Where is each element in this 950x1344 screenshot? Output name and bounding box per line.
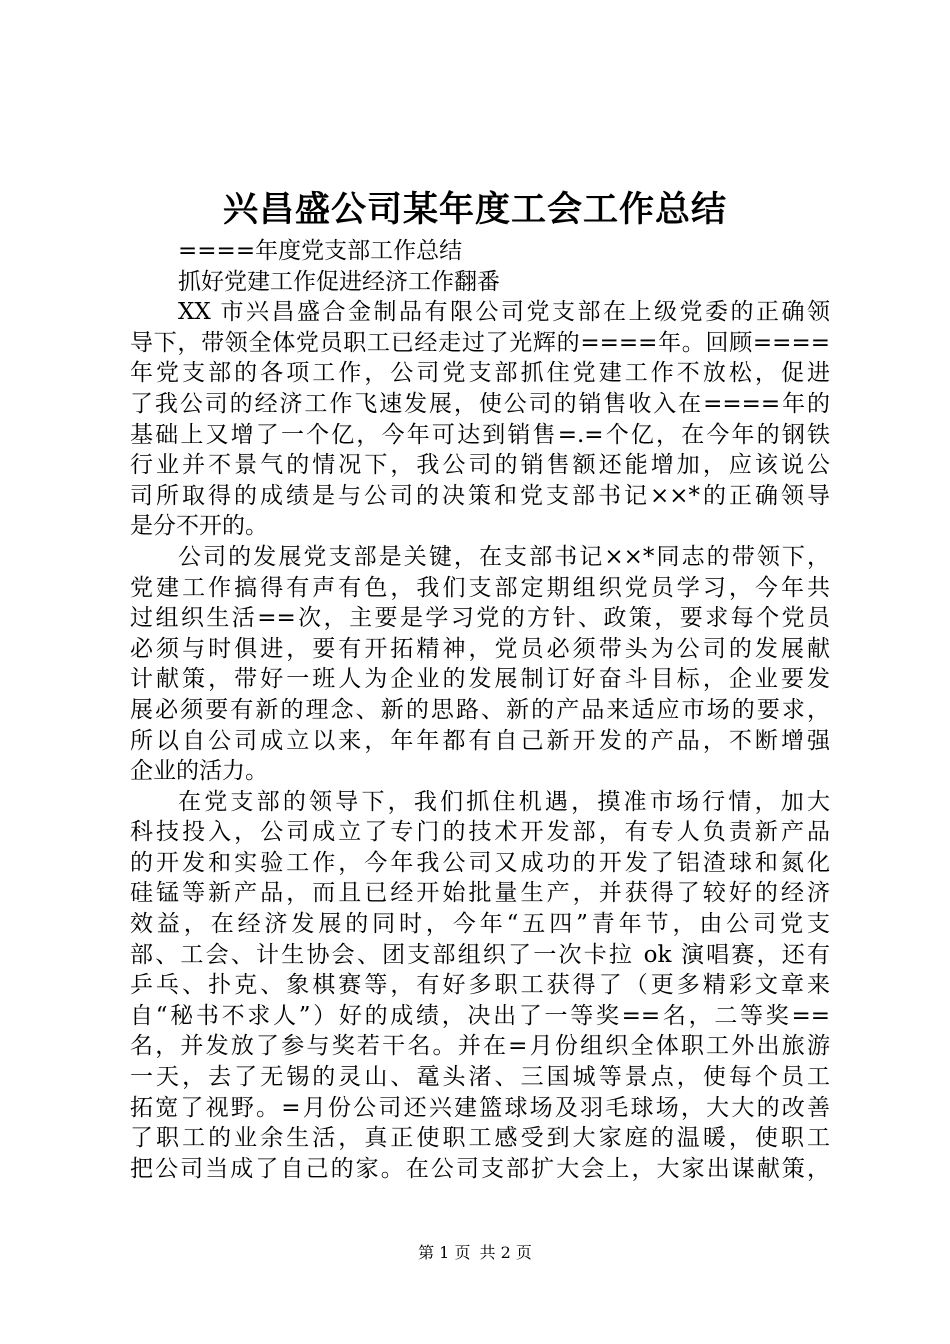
- text-line: 司所取得的成绩是与公司的决策和党支部书记××*的正确领导: [130, 482, 830, 509]
- text-line: 名，并发放了参与奖若干名。并在=月份组织全体职工外出旅游: [130, 1033, 830, 1060]
- text-line: 基础上又增了一个亿，今年可达到销售=.=个亿，在今年的钢铁: [130, 421, 830, 448]
- text-line: 行业并不景气的情况下，我公司的销售额还能增加，应该说公: [130, 452, 830, 479]
- page-total: 共 2 页: [479, 1243, 532, 1262]
- text-line: 自“秘书不求人”）好的成绩，决出了一等奖==名，二等奖==: [130, 1002, 830, 1029]
- text-line: 把公司当成了自己的家。在公司支部扩大会上，大家出谋献策，: [130, 1155, 830, 1182]
- text-line: 过组织生活==次，主要是学习党的方针、政策，要求每个党员: [130, 605, 830, 632]
- text-line: XX 市兴昌盛合金制品有限公司党支部在上级党委的正确领: [178, 299, 830, 326]
- text-line: 在党支部的领导下，我们抓住机遇，摸准市场行情，加大: [178, 788, 830, 815]
- document-title: 兴昌盛公司某年度工会工作总结: [222, 189, 727, 230]
- text-line: 的开发和实验工作，今年我公司又成功的开发了铝渣球和氮化: [130, 849, 830, 876]
- text-line: 了职工的业余生活，真正使职工感受到大家庭的温暖，使职工: [130, 1125, 830, 1152]
- text-line: 导下，带领全体党员职工已经走过了光辉的====年。回顾====: [130, 329, 830, 356]
- text-line: ====年度党支部工作总结: [178, 238, 463, 264]
- text-line: 一天，去了无锡的灵山、鼋头渚、三国城等景点，使每个员工: [130, 1064, 830, 1091]
- text-line: 效益，在经济发展的同时，今年“五四”青年节，由公司党支: [130, 911, 830, 938]
- text-line: 了我公司的经济工作飞速发展，使公司的销售收入在====年的: [130, 390, 830, 417]
- text-line: 公司的发展党支部是关键，在支部书记××*同志的带领下，: [178, 543, 830, 570]
- page-number: 第 1 页: [418, 1243, 471, 1262]
- text-line: 拓宽了视野。=月份公司还兴建篮球场及羽毛球场，大大的改善: [130, 1094, 830, 1121]
- document-body: [130, 236, 830, 1184]
- page-footer: [0, 1241, 950, 1265]
- text-line: 党建工作搞得有声有色，我们支部定期组织党员学习，今年共: [130, 574, 830, 601]
- text-line: 企业的活力。: [130, 758, 268, 785]
- text-line: 必须与时俱进，要有开拓精神，党员必须带头为公司的发展献: [130, 635, 830, 662]
- text-line: 年党支部的各项工作，公司党支部抓住党建工作不放松，促进: [130, 360, 830, 387]
- text-line: 展必须要有新的理念、新的思路、新的产品来适应市场的要求，: [130, 696, 830, 723]
- text-line: 科技投入，公司成立了专门的技术开发部，有专人负责新产品: [130, 819, 830, 846]
- text-line: 所以自公司成立以来，年年都有自己新开发的产品，不断增强: [130, 727, 830, 754]
- text-line: 部、工会、计生协会、团支部组织了一次卡拉 ok 演唱赛，还有: [130, 941, 830, 968]
- text-line: 乒乓、扑克、象棋赛等，有好多职工获得了（更多精彩文章来: [130, 972, 830, 999]
- text-line: 计献策，带好一班人为企业的发展制订好奋斗目标，企业要发: [130, 666, 830, 693]
- text-line: 硅锰等新产品，而且已经开始批量生产，并获得了较好的经济: [130, 880, 830, 907]
- text-line: 抓好党建工作促进经济工作翻番: [178, 268, 500, 295]
- text-line: 是分不开的。: [130, 513, 268, 540]
